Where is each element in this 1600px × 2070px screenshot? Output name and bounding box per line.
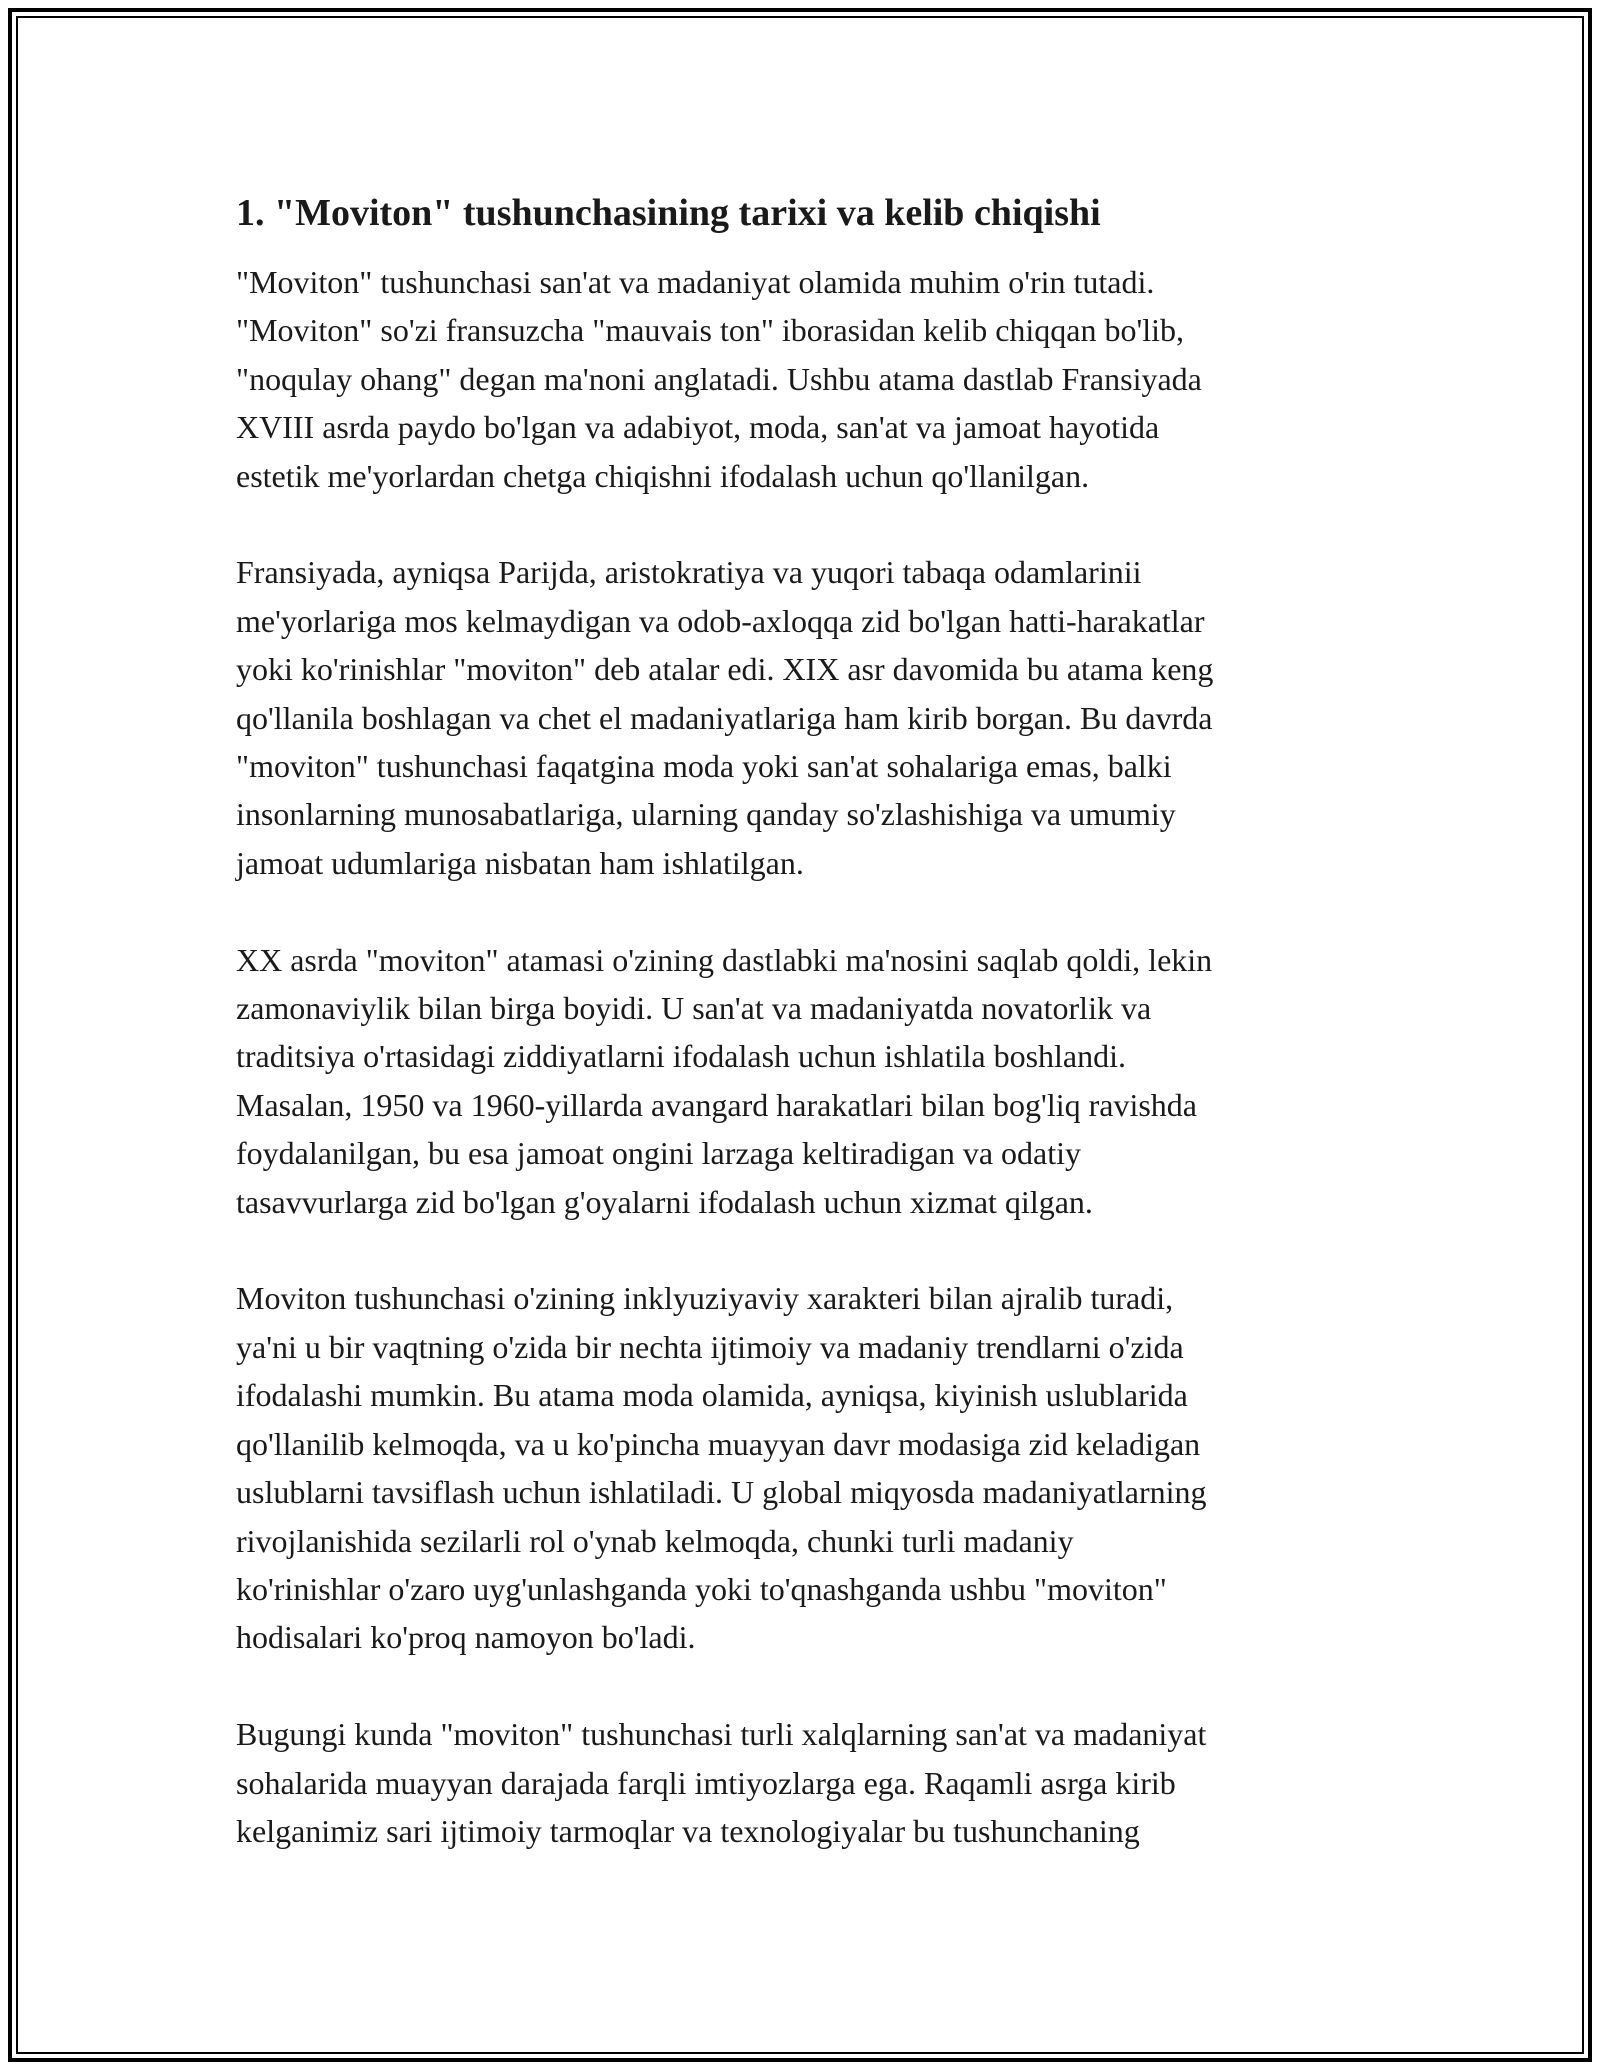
paragraph-5 bbox=[236, 1710, 1366, 1855]
paragraph-2 bbox=[236, 548, 1366, 887]
text-line: ifodalashi mumkin. Bu atama moda olamida, ayniqsa, kiyinish uslublarida bbox=[236, 1377, 1188, 1414]
text-line: tasavvurlarga zid bo'lgan g'oyalarni ifodalash uchun xizmat qilgan. bbox=[236, 1183, 1093, 1220]
text-line: yoki ko'rinishlar "moviton" deb atalar edi. XIX asr davomida bu atama keng bbox=[236, 651, 1214, 688]
text-line: kelganimiz sari ijtimoiy tarmoqlar va texnologiyalar bu tushunchaning bbox=[236, 1812, 1140, 1849]
text-line: qo'llanilib kelmoqda, va u ko'pincha muayyan davr modasiga zid keladigan bbox=[236, 1425, 1201, 1462]
text-line: Bugungi kunda "moviton" tushunchasi turli xalqlarning san'at va madaniyat bbox=[236, 1716, 1207, 1753]
text-line: ya'ni u bir vaqtning o'zida bir nechta ijtimoiy va madaniy trendlarni o'zida bbox=[236, 1328, 1184, 1365]
paragraph-3 bbox=[236, 936, 1366, 1226]
text-line: me'yorlariga mos kelmaydigan va odob-axloqqa zid bo'lgan hatti-harakatlar bbox=[236, 602, 1205, 639]
section-heading: 1. "Moviton" tushunchasining tarixi va kelib chiqishi bbox=[236, 192, 1101, 234]
text-line: traditsiya o'rtasidagi ziddiyatlarni ifodalash uchun ishlatila boshlandi. bbox=[236, 1038, 1126, 1075]
text-line: zamonaviylik bilan birga boyidi. U san'at va madaniyatda novatorlik va bbox=[236, 990, 1152, 1027]
text-line: insonlarning munosabatlariga, ularning qanday so'zlashishiga va umumiy bbox=[236, 796, 1176, 833]
paragraph-1 bbox=[236, 258, 1366, 500]
text-line: "moviton" tushunchasi faqatgina moda yoki san'at sohalariga emas, balki bbox=[236, 748, 1172, 785]
text-line: estetik me'yorlardan chetga chiqishni ifodalash uchun qo'llanilgan. bbox=[236, 457, 1090, 494]
text-line: Fransiyada, ayniqsa Parijda, aristokratiya va yuqori tabaqa odamlarinii bbox=[236, 554, 1142, 591]
text-line: "Moviton" so'zi fransuzcha "mauvais ton" iborasidan kelib chiqqan bo'lib, bbox=[236, 312, 1185, 349]
text-line: sohalarida muayyan darajada farqli imtiyozlarga ega. Raqamli asrga kirib bbox=[236, 1764, 1176, 1801]
text-line: foydalanilgan, bu esa jamoat ongini larzaga keltiradigan va odatiy bbox=[236, 1135, 1082, 1172]
text-line: XVIII asrda paydo bo'lgan va adabiyot, moda, san'at va jamoat hayotida bbox=[236, 409, 1160, 446]
text-line: "noqulay ohang" degan ma'noni anglatadi. Ushbu atama dastlab Fransiyada bbox=[236, 360, 1202, 397]
text-line: XX asrda "moviton" atamasi o'zining dastlabki ma'nosini saqlab qoldi, lekin bbox=[236, 941, 1213, 978]
text-line: Moviton tushunchasi o'zining inklyuziyaviy xarakteri bilan ajralib turadi, bbox=[236, 1280, 1174, 1317]
text-line: ko'rinishlar o'zaro uyg'unlashganda yoki to'qnashganda ushbu "moviton" bbox=[236, 1570, 1167, 1607]
document-page bbox=[236, 188, 1366, 1904]
paragraph-4 bbox=[236, 1274, 1366, 1661]
text-line: uslublarni tavsiflash uchun ishlatiladi. U global miqyosda madaniyatlarning bbox=[236, 1474, 1207, 1511]
text-line: Masalan, 1950 va 1960-yillarda avangard harakatlari bilan bog'liq ravishda bbox=[236, 1086, 1197, 1123]
text-line: qo'llanila boshlagan va chet el madaniyatlariga ham kirib borgan. Bu davrda bbox=[236, 699, 1213, 736]
text-line: jamoat udumlariga nisbatan ham ishlatilgan. bbox=[236, 844, 804, 881]
text-line: hodisalari ko'proq namoyon bo'ladi. bbox=[236, 1619, 696, 1656]
text-line: rivojlanishida sezilarli rol o'ynab kelmoqda, chunki turli madaniy bbox=[236, 1522, 1074, 1559]
text-line: "Moviton" tushunchasi san'at va madaniyat olamida muhim o'rin tutadi. bbox=[236, 264, 1155, 300]
